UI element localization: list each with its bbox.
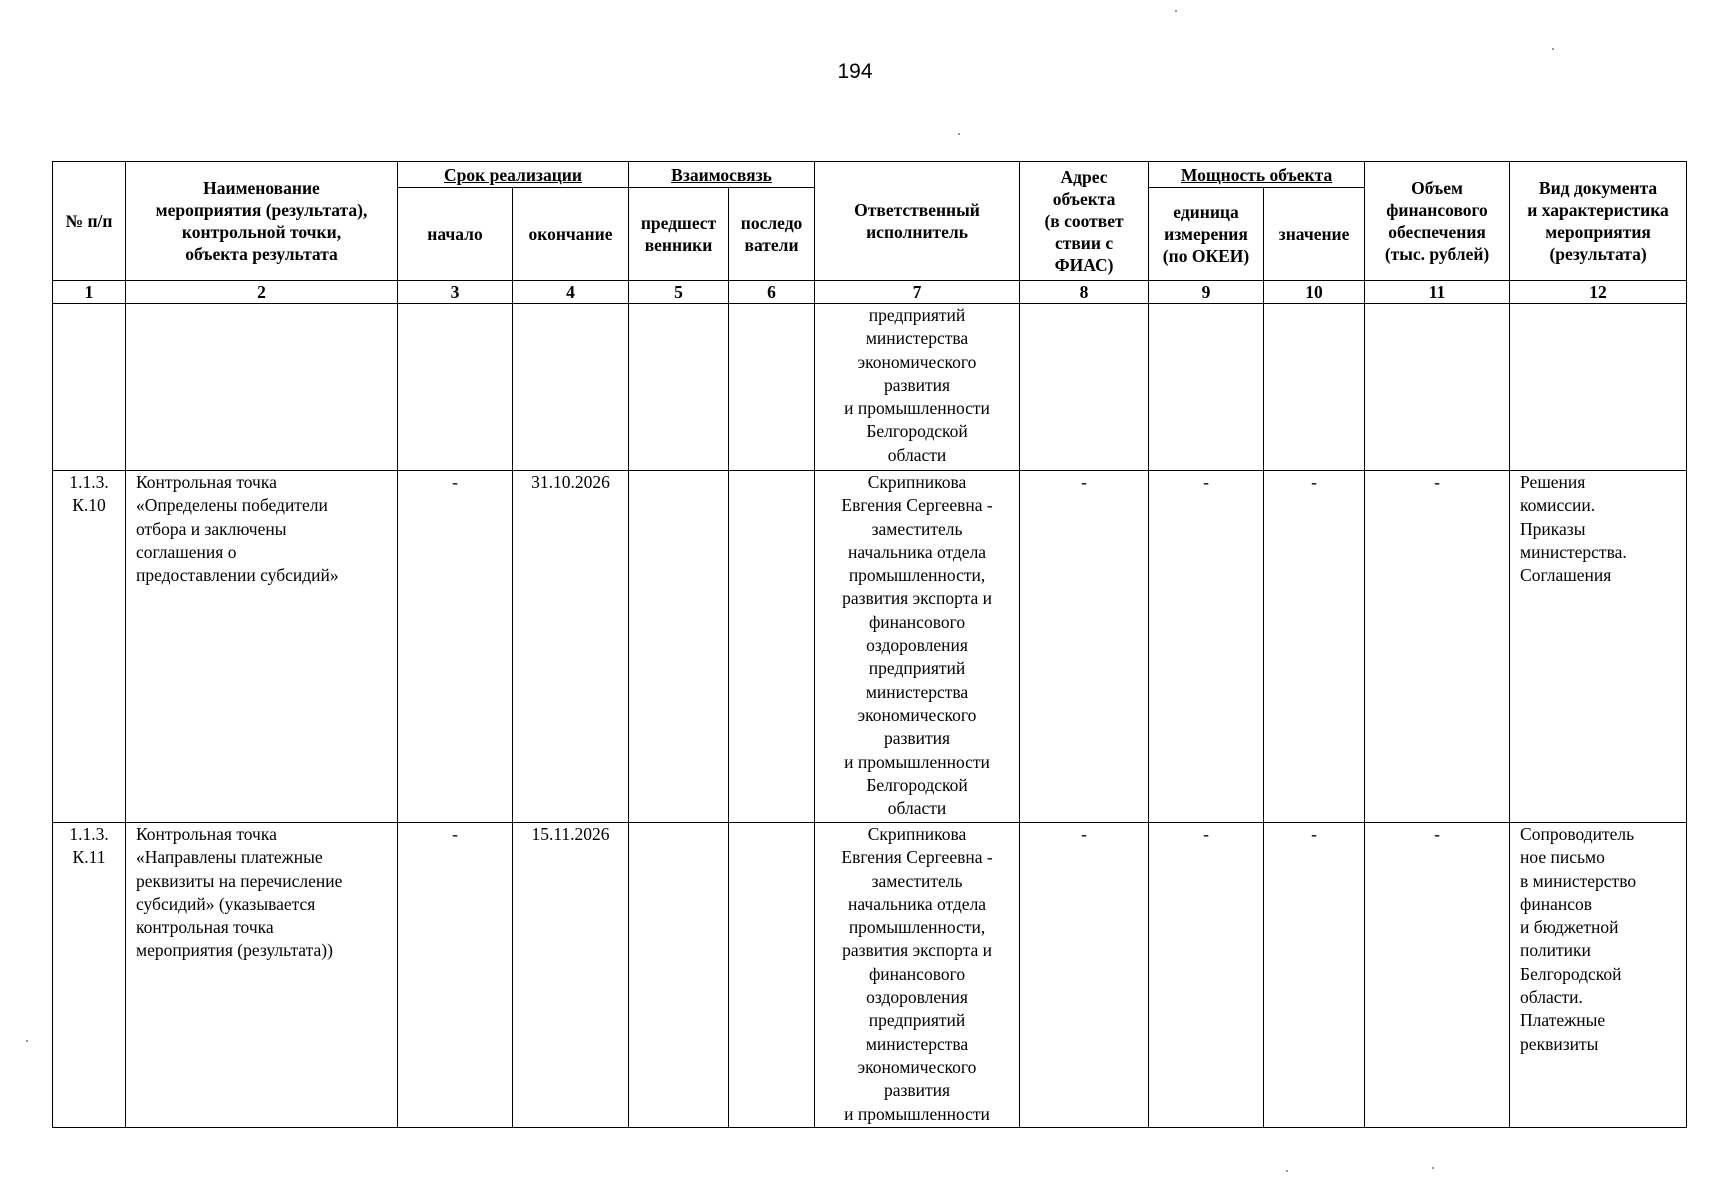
row-name: Контрольная точка «Направлены платежные реквизиты на перечисление субсидий» (указывается контрольная точка мероприятия (результата))	[126, 823, 398, 1128]
page-number: 194	[837, 60, 873, 83]
row-executor: Скрипникова Евгения Сергеевна - заместитель начальника отдела промышленности, развития экспорта и финансового оздоровления предприятий министерства экономического развития и промышленности	[815, 823, 1020, 1128]
row-name	[126, 304, 398, 471]
column-number: 9	[1149, 281, 1264, 304]
row-document: Решения комиссии. Приказы министерства. Соглашения	[1510, 471, 1687, 823]
row-start: -	[398, 823, 513, 1128]
scan-speck	[1432, 1167, 1434, 1169]
row-volume	[1365, 304, 1510, 471]
scan-speck	[1552, 48, 1554, 50]
row-unit	[1149, 304, 1264, 471]
header-predecessors: предшест венники	[629, 188, 729, 281]
row-address: -	[1020, 471, 1149, 823]
header-name: Наименование мероприятия (результата), контрольной точки, объекта результата	[126, 162, 398, 281]
row-successors	[729, 471, 815, 823]
header-value: значение	[1264, 188, 1365, 281]
row-number	[53, 304, 126, 471]
row-address	[1020, 304, 1149, 471]
scan-speck	[26, 1040, 28, 1042]
scan-speck	[1286, 1170, 1288, 1172]
header-srok-realizacii: Срок реализации	[398, 162, 629, 188]
row-volume: -	[1365, 823, 1510, 1128]
row-predecessors	[629, 471, 729, 823]
row-end: 31.10.2026	[513, 471, 629, 823]
table-row	[53, 471, 1687, 823]
row-number: 1.1.3. К.10	[53, 471, 126, 823]
row-start: -	[398, 471, 513, 823]
row-successors	[729, 823, 815, 1128]
column-number: 5	[629, 281, 729, 304]
row-predecessors	[629, 823, 729, 1128]
row-address: -	[1020, 823, 1149, 1128]
column-number: 7	[815, 281, 1020, 304]
row-unit: -	[1149, 471, 1264, 823]
row-volume: -	[1365, 471, 1510, 823]
column-number: 3	[398, 281, 513, 304]
header-document: Вид документа и характеристика мероприятия (результата)	[1510, 162, 1687, 281]
column-number: 8	[1020, 281, 1149, 304]
column-number: 10	[1264, 281, 1365, 304]
header-start: начало	[398, 188, 513, 281]
header-successors: последо ватели	[729, 188, 815, 281]
row-document	[1510, 304, 1687, 471]
column-number: 2	[126, 281, 398, 304]
column-number: 4	[513, 281, 629, 304]
scan-speck	[958, 133, 960, 135]
row-document: Сопроводитель ное письмо в министерство финансов и бюджетной политики Белгородской области. Платежные реквизиты	[1510, 823, 1687, 1128]
row-number: 1.1.3. К.11	[53, 823, 126, 1128]
column-number: 12	[1510, 281, 1687, 304]
header-end: окончание	[513, 188, 629, 281]
row-executor: Скрипникова Евгения Сергеевна - заместитель начальника отдела промышленности, развития экспорта и финансового оздоровления предприятий министерства экономического развития и промышленности Белгородской области	[815, 471, 1020, 823]
column-number: 1	[53, 281, 126, 304]
header-moshchnost: Мощность объекта	[1149, 162, 1365, 188]
row-end	[513, 304, 629, 471]
header-executor: Ответственный исполнитель	[815, 162, 1020, 281]
table-row	[53, 823, 1687, 1128]
row-name: Контрольная точка «Определены победители отбора и заключены соглашения о предоставлении субсидий»	[126, 471, 398, 823]
row-value: -	[1264, 823, 1365, 1128]
table-row	[53, 304, 1687, 471]
row-successors	[729, 304, 815, 471]
header-volume: Объем финансового обеспечения (тыс. рублей)	[1365, 162, 1510, 281]
column-number: 11	[1365, 281, 1510, 304]
row-value: -	[1264, 471, 1365, 823]
row-predecessors	[629, 304, 729, 471]
implementation-plan-table	[52, 161, 1687, 1128]
header-address: Адрес объекта (в соответ ствии с ФИАС)	[1020, 162, 1149, 281]
header-number: № п/п	[53, 162, 126, 281]
scan-speck	[1175, 10, 1177, 12]
row-unit: -	[1149, 823, 1264, 1128]
row-start	[398, 304, 513, 471]
header-vzaimosvyaz: Взаимосвязь	[629, 162, 815, 188]
column-number: 6	[729, 281, 815, 304]
row-value	[1264, 304, 1365, 471]
row-end: 15.11.2026	[513, 823, 629, 1128]
row-executor: предприятий министерства экономического развития и промышленности Белгородской области	[815, 304, 1020, 471]
header-unit: единица измерения (по ОКЕИ)	[1149, 188, 1264, 281]
